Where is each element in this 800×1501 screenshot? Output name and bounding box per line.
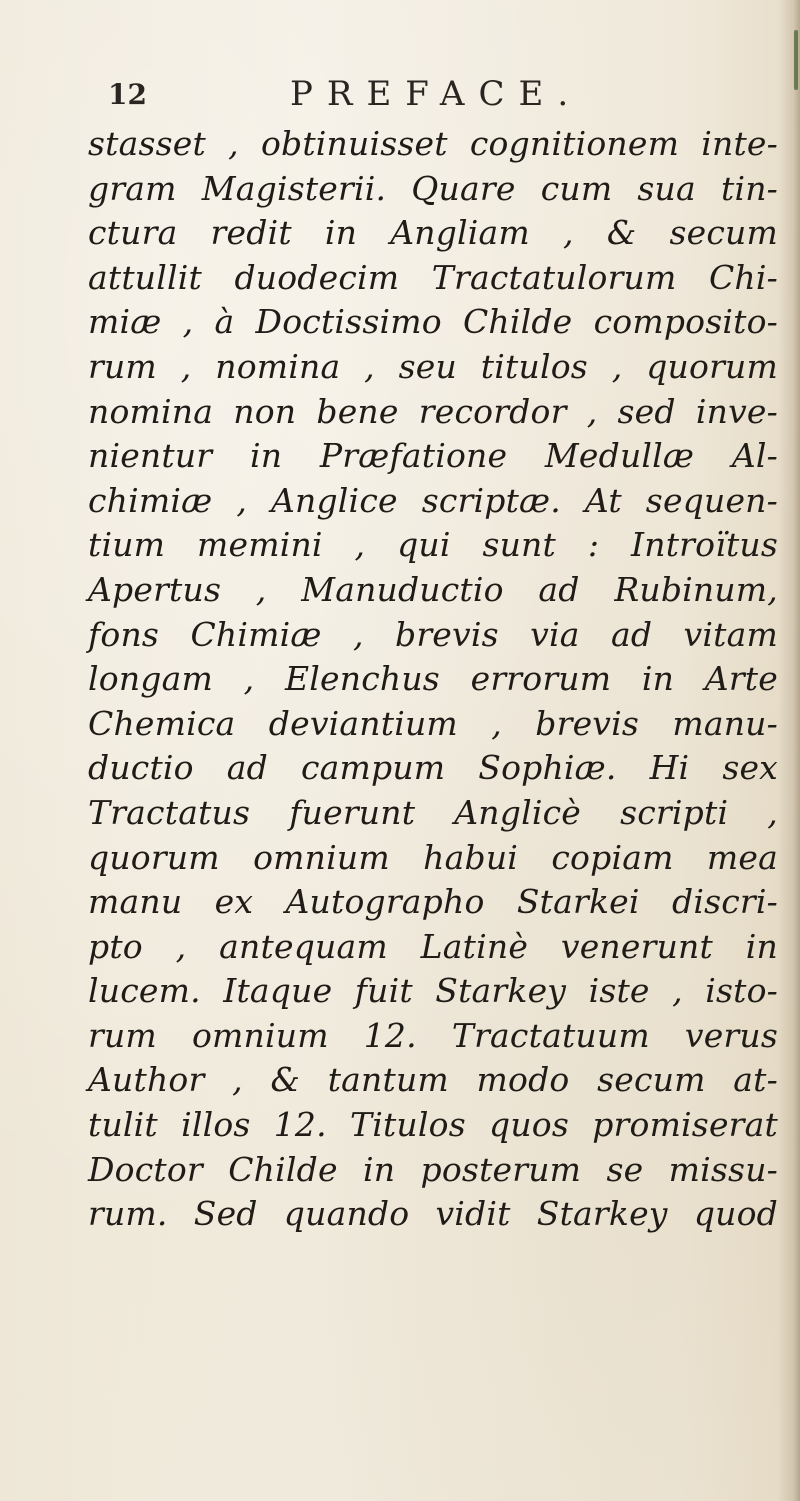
text-line: attullit duodecim Tractatulorum Chi-	[88, 257, 778, 297]
text-line: tium memini , qui sunt : Introïtus	[88, 525, 778, 565]
text-line: fons Chimiæ , brevis via ad vitam	[88, 614, 778, 654]
text-line: manu ex Autographo Starkei discri-	[88, 882, 778, 922]
text-line: miæ , à Doctissimo Childe composito-	[88, 302, 778, 342]
text-line: nientur in Præfatione Medullæ Al-	[88, 436, 778, 476]
running-head: PREFACE.	[290, 74, 583, 114]
text-line: pto , antequam Latinè venerunt in	[88, 926, 778, 966]
text-line: nomina non bene recordor , sed inve-	[88, 391, 778, 431]
text-line: Tractatus fuerunt Anglicè scripti ,	[88, 792, 778, 832]
text-line: ctura redit in Angliam , & secum	[88, 213, 778, 253]
text-line: quorum omnium habui copiam mea	[88, 837, 778, 877]
text-line: Chemica deviantium , brevis manu-	[88, 703, 778, 743]
text-line: gram Magisterii. Quare cum sua tin-	[88, 168, 778, 208]
text-line: tulit illos 12. Titulos quos promiserat	[88, 1105, 778, 1145]
text-line: Doctor Childe in posterum se missu-	[88, 1149, 778, 1189]
text-line: stasset , obtinuisset cognitionem inte-	[88, 124, 778, 163]
page-header	[0, 70, 800, 120]
text-line: ductio ad campum Sophiæ. Hi sex	[88, 748, 778, 788]
text-line: chimiæ , Anglice scriptæ. At sequen-	[88, 480, 778, 520]
text-body	[88, 122, 778, 1237]
text-line: rum. Sed quando vidit Starkey quod	[88, 1194, 778, 1234]
text-line: longam , Elenchus errorum in Arte	[88, 659, 778, 699]
text-line: Author , & tantum modo secum at-	[88, 1060, 778, 1100]
text-line: Apertus , Manuductio ad Rubinum,	[88, 569, 778, 609]
text-line: lucem. Itaque fuit Starkey iste , isto-	[88, 971, 778, 1011]
page-number: 12	[108, 78, 147, 111]
text-line: rum omnium 12. Tractatuum verus	[88, 1015, 778, 1055]
text-line: rum , nomina , seu titulos , quorum	[88, 346, 778, 386]
page-edge-shadow	[778, 0, 800, 1501]
